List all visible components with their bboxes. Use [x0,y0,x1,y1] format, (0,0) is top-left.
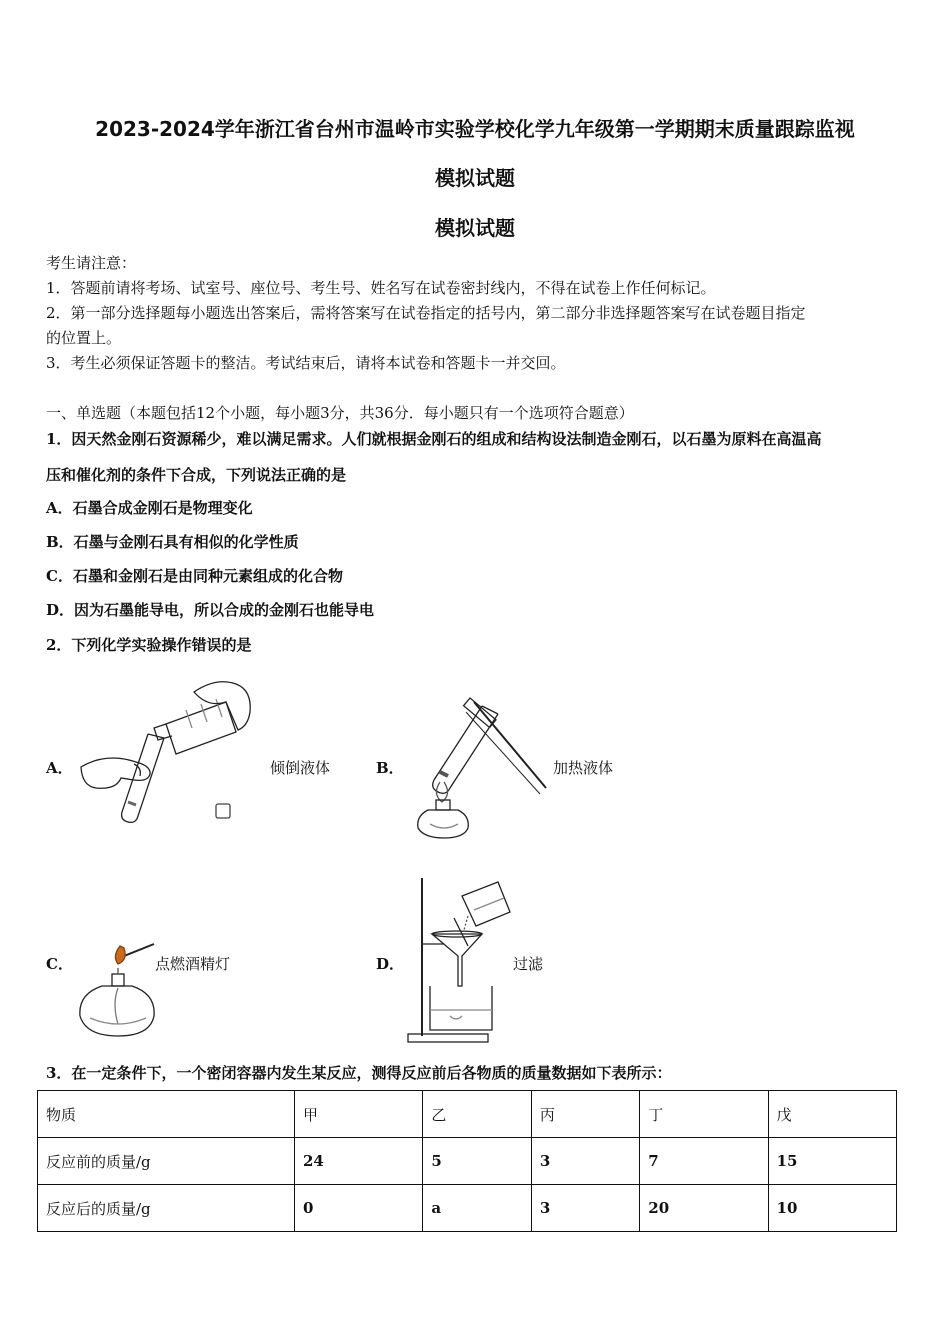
q2-option-b-caption: 加热液体 [553,759,614,777]
table-cell: 反应前的质量/g [38,1138,295,1185]
table-cell: 丁 [640,1091,768,1138]
notice-item-2: 2．第一部分选择题每小题选出答案后，需将答案写在试卷指定的括号内，第二部分非选择题答案写在试卷题目指定 [46,304,806,322]
table-cell: 10 [768,1185,896,1232]
page-title: 2023-2024学年浙江省台州市温岭市实验学校化学九年级第一学期期末质量跟踪监视 [95,117,855,141]
q1-option-a: A．石墨合成金刚石是物理变化 [46,499,253,517]
q1-stem-cont: 压和催化剂的条件下合成，下列说法正确的是 [46,466,347,484]
table-cell: 3 [531,1185,639,1232]
table-cell: 反应后的质量/g [38,1185,295,1232]
pouring-liquid-figure [76,672,256,827]
table-cell: 7 [640,1138,768,1185]
mass-data-table [37,1090,897,1232]
q1-option-c: C．石墨和金刚石是由同种元素组成的化合物 [46,567,343,585]
table-cell: 24 [295,1138,423,1185]
q2-option-d-letter: D． [376,955,405,973]
q2-option-b-letter: B． [376,759,404,777]
table-row [38,1138,897,1185]
heating-liquid-figure [404,690,554,840]
notice-heading: 考生请注意： [46,254,137,272]
q2-stem: 2．下列化学实验操作错误的是 [46,636,252,654]
q1-option-d: D．因为石墨能导电，所以合成的金刚石也能导电 [46,601,375,619]
q1-stem: 1．因天然金刚石资源稀少，难以满足需求。人们就根据金刚石的组成和结构设法制造金刚石，以石墨为原料在高温高 [46,430,822,448]
q2-option-a-letter: A． [46,759,73,777]
q2-option-a-caption: 倾倒液体 [270,759,331,777]
table-cell: 15 [768,1138,896,1185]
page-subtitle: 模拟试题 [435,166,515,190]
filtration-figure [402,876,517,1046]
table-cell: 乙 [423,1091,531,1138]
table-cell: 3 [531,1138,639,1185]
page-subtitle-repeat: 模拟试题 [435,216,515,240]
table-cell: 0 [295,1185,423,1232]
table-row [38,1185,897,1232]
q2-option-c-caption: 点燃酒精灯 [155,955,231,973]
table-cell: 20 [640,1185,768,1232]
notice-item-3: 3．考生必须保证答题卡的整洁。考试结束后，请将本试卷和答题卡一并交回。 [46,354,566,372]
table-cell: 5 [423,1138,531,1185]
notice-item-2-cont: 的位置上。 [46,329,122,347]
table-header-row [38,1091,897,1138]
section-heading: 一、单选题（本题包括12个小题，每小题3分，共36分．每小题只有一个选项符合题意） [46,404,634,422]
table-cell: 戊 [768,1091,896,1138]
q3-stem: 3．在一定条件下，一个密闭容器内发生某反应，测得反应前后各物质的质量数据如下表所示： [46,1064,672,1082]
table-cell: a [423,1185,531,1232]
q1-option-b: B．石墨与金刚石具有相似的化学性质 [46,533,299,551]
table-cell: 丙 [531,1091,639,1138]
q2-option-c-letter: C． [46,955,73,973]
table-cell: 物质 [38,1091,295,1138]
notice-item-1: 1．答题前请将考场、试室号、座位号、考生号、姓名写在试卷密封线内，不得在试卷上作任何标记。 [46,279,716,297]
lighting-lamp-figure [72,938,162,1043]
table-cell: 甲 [295,1091,423,1138]
q2-option-d-caption: 过滤 [513,955,544,973]
